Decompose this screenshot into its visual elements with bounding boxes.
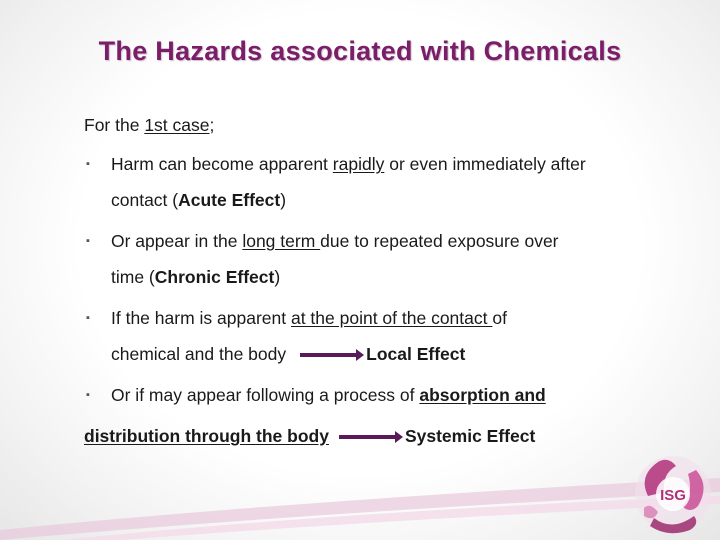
text: If the harm is apparent — [111, 308, 291, 328]
bullet-line — [111, 190, 286, 211]
text: due to repeated exposure over — [320, 231, 559, 251]
bullet-line — [84, 426, 535, 447]
text: chemical and the body — [111, 344, 287, 364]
text: ) — [274, 267, 281, 287]
arrow-right-icon — [339, 435, 397, 439]
bullet-square-icon: ▪ — [86, 312, 90, 324]
underlined-text: distribution through the body — [84, 426, 329, 446]
decorative-swoosh — [0, 470, 720, 540]
text: or even immediately after — [384, 154, 586, 174]
text: Or appear in the — [111, 231, 243, 251]
bullet-line — [111, 231, 559, 252]
bullet-square-icon: ▪ — [86, 389, 90, 401]
text: Or if may appear following a process of — [111, 385, 420, 405]
bullet-line — [111, 308, 507, 329]
bullet-line — [111, 154, 586, 175]
underlined-text: at the point of the contact — [290, 308, 493, 328]
arrow-right-icon — [300, 353, 358, 357]
organization-logo — [630, 448, 716, 536]
text: time ( — [111, 267, 155, 287]
bullet-square-icon: ▪ — [86, 158, 90, 170]
slide-title: The Hazards associated with Chemicals — [98, 36, 622, 66]
intro-suffix: ; — [209, 115, 215, 135]
bullet-line — [111, 267, 280, 288]
underlined-text: absorption and — [419, 385, 546, 405]
text: contact ( — [111, 190, 179, 210]
bullet-square-icon: ▪ — [86, 235, 90, 247]
text: of — [492, 308, 507, 328]
effect-term: Acute Effect — [178, 190, 281, 210]
underlined-text: rapidly — [332, 154, 385, 174]
effect-term: Systemic Effect — [404, 426, 536, 446]
intro-prefix: For the — [84, 115, 145, 135]
logo-text: ISG — [660, 487, 686, 504]
bullet-line — [111, 344, 465, 365]
effect-term: Local Effect — [366, 344, 466, 364]
intro-emphasis: 1st case — [144, 115, 210, 135]
effect-term: Chronic Effect — [154, 267, 275, 287]
text: ) — [280, 190, 287, 210]
underlined-text: long term — [242, 231, 321, 251]
bullet-line — [111, 385, 546, 406]
intro-line — [84, 115, 214, 136]
text: Harm can become apparent — [111, 154, 333, 174]
